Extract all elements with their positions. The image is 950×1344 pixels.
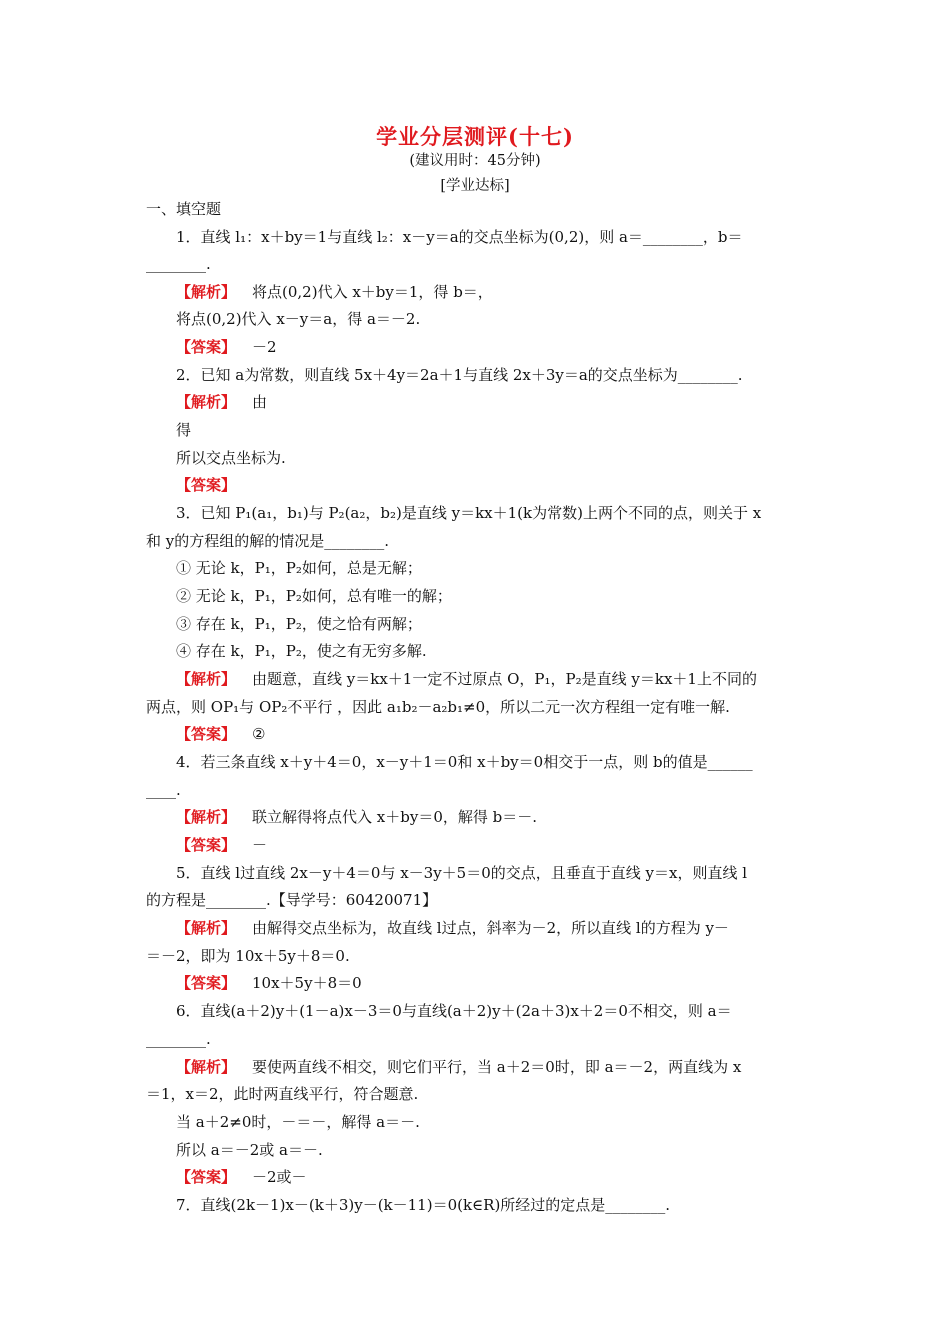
analysis-label: 【解析】 xyxy=(176,919,237,937)
question-4-answer xyxy=(176,834,806,856)
question-6-answer xyxy=(176,1166,806,1188)
answer-text: －2 xyxy=(252,338,277,356)
question-5-line-2: 的方程是________.【导学号：60420071】 xyxy=(146,891,438,909)
question-1-answer xyxy=(176,336,806,358)
answer-label: 【答案】 xyxy=(176,725,237,743)
question-5-line-1: 5．直线 l过直线 2x－y＋4＝0与 x－3y＋5＝0的交点，且垂直于直线 y＝x，则直线 l xyxy=(176,864,748,882)
question-3-line-1: 3．已知 P₁(a₁，b₁)与 P₂(a₂，b₂)是直线 y＝kx＋1(k为常数)上两个不同的点，则关于 x xyxy=(176,504,762,522)
analysis-text: 由题意，直线 y＝kx＋1一定不过原点 O，P₁，P₂是直线 y＝kx＋1上不同的 xyxy=(252,670,757,688)
question-2-analysis-cont-1: 得 xyxy=(176,421,192,439)
question-7-line-1: 7．直线(2k－1)x－(k＋3)y－(k－11)＝0(k∈R)所经过的定点是________. xyxy=(176,1196,671,1214)
question-6-line-2: ________. xyxy=(146,1030,211,1048)
question-1-line-2: ________. xyxy=(146,255,211,273)
question-6-line-1: 6．直线(a＋2)y＋(1－a)x－3＝0与直线(a＋2)y＋(2a＋3)x＋2＝0不相交，则 a＝ xyxy=(176,1002,732,1020)
answer-label: 【答案】 xyxy=(176,1168,237,1186)
answer-text: － xyxy=(252,836,268,854)
analysis-label: 【解析】 xyxy=(176,393,237,411)
question-2-line-1: 2．已知 a为常数，则直线 5x＋4y＝2a＋1与直线 2x＋3y＝a的交点坐标为________. xyxy=(176,366,743,384)
analysis-text: 要使两直线不相交，则它们平行，当 a＋2＝0时，即 a＝－2，两直线为 x xyxy=(252,1058,742,1076)
question-3-line-2: 和 y的方程组的解的情况是________. xyxy=(146,532,390,550)
question-5-answer xyxy=(176,972,806,994)
analysis-label: 【解析】 xyxy=(176,808,237,826)
question-6-analysis-cont-1: ＝1，x＝2，此时两直线平行，符合题意. xyxy=(146,1085,419,1103)
analysis-label: 【解析】 xyxy=(176,670,237,688)
question-1-analysis-cont: 将点(0,2)代入 x－y＝a，得 a＝－2. xyxy=(176,310,421,328)
question-5-analysis xyxy=(176,917,806,939)
analysis-label: 【解析】 xyxy=(176,1058,237,1076)
analysis-text: 由 xyxy=(252,393,268,411)
question-3-option-2: ② 无论 k，P₁，P₂如何，总有唯一的解； xyxy=(176,587,452,605)
question-6-analysis-cont-3: 所以 a＝－2或 a＝－. xyxy=(176,1141,323,1159)
answer-label: 【答案】 xyxy=(176,836,237,854)
question-4-line-1: 4．若三条直线 x＋y＋4＝0，x－y＋1＝0和 x＋by＝0相交于一点，则 b的值是______ xyxy=(176,753,753,771)
question-4-line-2: ____. xyxy=(146,781,181,799)
question-6-analysis xyxy=(176,1056,806,1078)
question-3-analysis xyxy=(176,668,806,690)
question-2-analysis-cont-2: 所以交点坐标为. xyxy=(176,449,286,467)
question-3-answer xyxy=(176,723,806,745)
question-5-analysis-cont: ＝－2，即为 10x＋5y＋8＝0. xyxy=(146,947,350,965)
analysis-label: 【解析】 xyxy=(176,283,237,301)
question-3-option-3: ③ 存在 k，P₁，P₂，使之恰有两解； xyxy=(176,615,422,633)
answer-text: ② xyxy=(252,725,266,743)
question-3-analysis-cont: 两点，则 OP₁与 OP₂不平行 ，因此 a₁b₂－a₂b₁≠0，所以二元一次方程组一定有唯一解. xyxy=(146,698,730,716)
question-3-option-1: ① 无论 k，P₁，P₂如何，总是无解； xyxy=(176,559,422,577)
answer-label: 【答案】 xyxy=(176,974,237,992)
answer-label: 【答案】 xyxy=(176,338,237,356)
page-title: 学业分层测评(十七) xyxy=(376,124,574,149)
time-suggestion: (建议用时：45分钟) xyxy=(409,153,541,169)
question-2-answer xyxy=(176,474,806,496)
section-level: [学业达标] xyxy=(440,178,510,194)
question-1-analysis xyxy=(176,281,806,303)
answer-text: －2或－ xyxy=(252,1168,307,1186)
answer-label: 【答案】 xyxy=(176,476,237,494)
question-1-line-1: 1．直线 l₁：x＋by＝1与直线 l₂：x－y＝a的交点坐标为(0,2)，则 a＝________，b＝ xyxy=(176,228,743,246)
answer-text: 10x＋5y＋8＝0 xyxy=(252,974,362,992)
section-heading: 一、填空题 xyxy=(146,200,222,218)
question-6-analysis-cont-2: 当 a＋2≠0时，－＝－，解得 a＝－. xyxy=(176,1113,420,1131)
question-3-option-4: ④ 存在 k，P₁，P₂，使之有无穷多解. xyxy=(176,642,427,660)
question-2-analysis xyxy=(176,391,806,413)
question-4-analysis xyxy=(176,806,806,828)
analysis-text: 将点(0,2)代入 x＋by＝1，得 b＝， xyxy=(252,283,493,301)
analysis-text: 联立解得将点代入 x＋by＝0，解得 b＝－. xyxy=(252,808,538,826)
analysis-text: 由解得交点坐标为，故直线 l过点，斜率为－2，所以直线 l的方程为 y－ xyxy=(252,919,729,937)
